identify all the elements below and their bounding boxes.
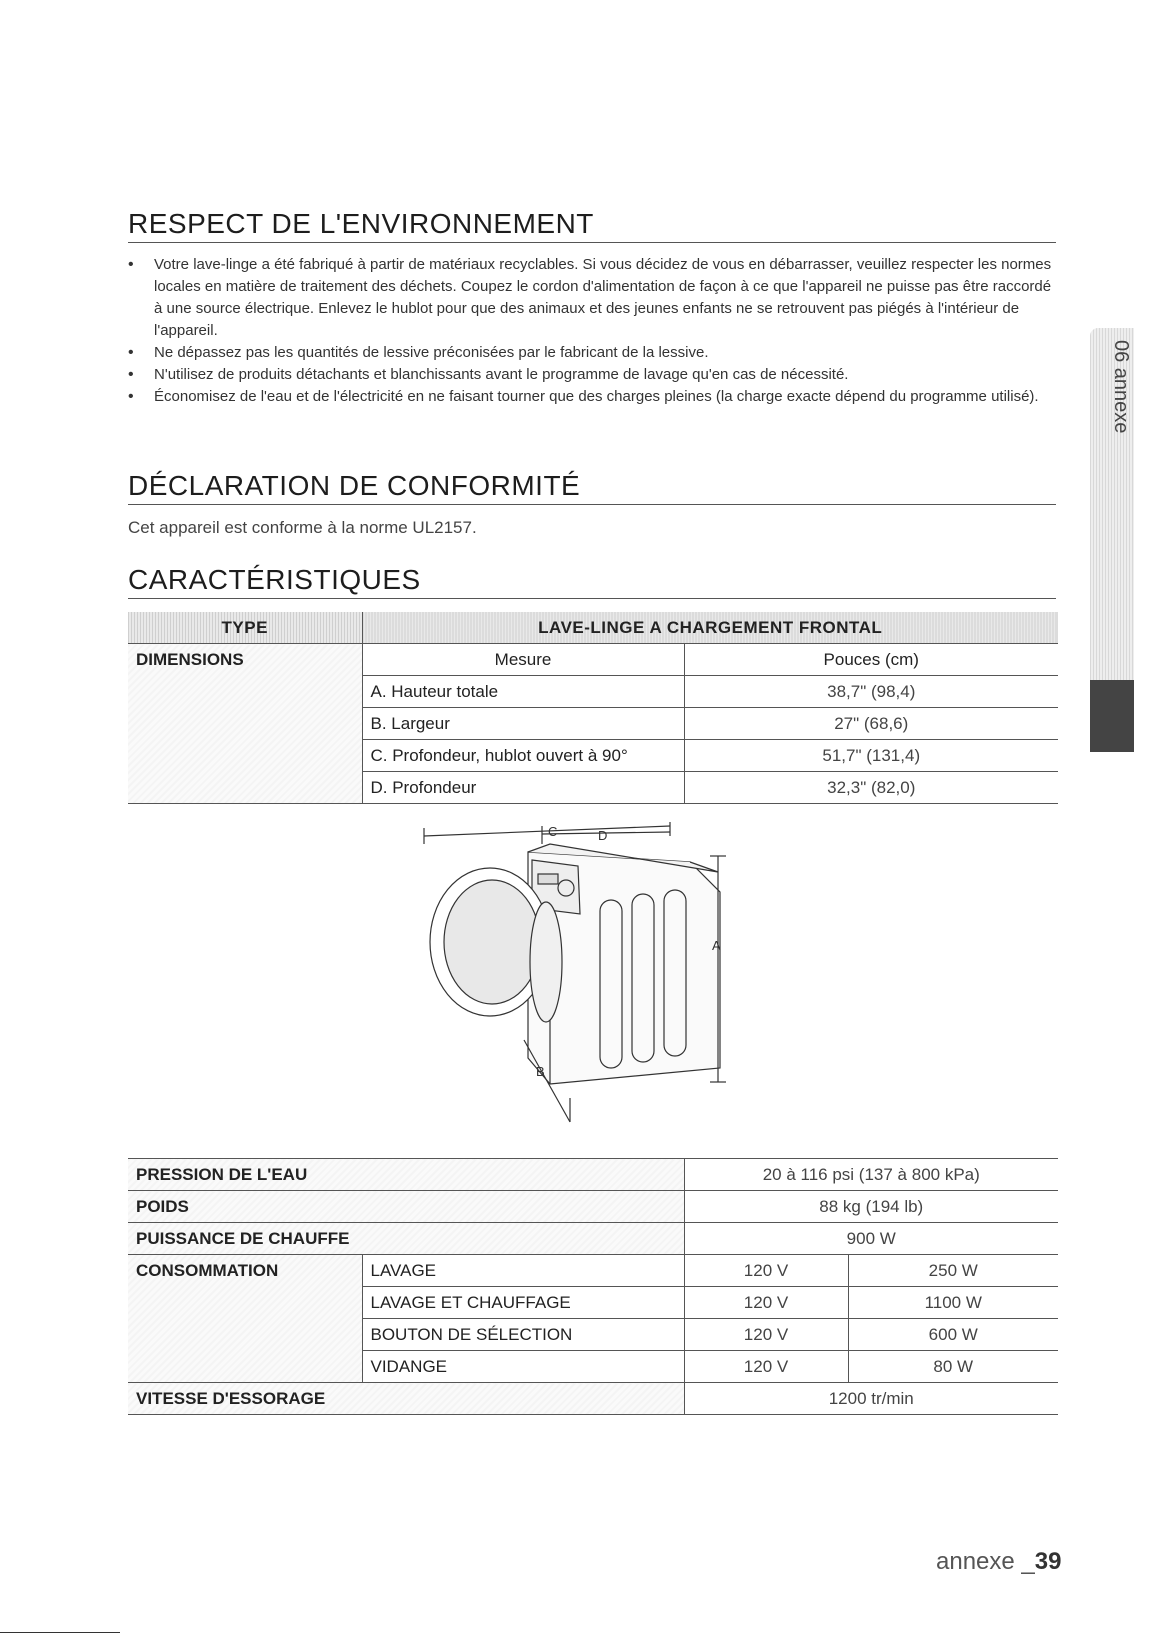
- page-number: 39: [1034, 1548, 1062, 1575]
- dimension-label-b: B: [536, 1064, 545, 1079]
- section-title-environment: RESPECT DE L'ENVIRONNEMENT: [128, 208, 1056, 243]
- door-glass: [444, 880, 540, 1004]
- dimension-label-a: A: [712, 938, 721, 953]
- dimension-label-c: C: [548, 824, 558, 839]
- footer-rule: [0, 1632, 120, 1633]
- type-label: TYPE: [128, 612, 362, 644]
- consumption-mode: LAVAGE ET CHAUFFAGE: [362, 1287, 684, 1319]
- chapter-side-tab-marker: [1090, 680, 1134, 752]
- table-row: [128, 1223, 1058, 1255]
- measure-name: A. Hauteur totale: [362, 676, 684, 708]
- heater-power-value: 900 W: [684, 1223, 1058, 1255]
- consumption-mode: LAVAGE: [362, 1255, 684, 1287]
- water-pressure-value: 20 à 116 psi (137 à 800 kPa): [684, 1159, 1058, 1191]
- consumption-voltage: 120 V: [684, 1287, 848, 1319]
- consumption-mode: BOUTON DE SÉLECTION: [362, 1319, 684, 1351]
- washer-dimension-diagram: [420, 822, 750, 1152]
- dimensions-label: DIMENSIONS: [128, 644, 362, 804]
- consumption-label: CONSOMMATION: [128, 1255, 362, 1383]
- environment-bullet: • Ne dépassez pas les quantités de lessive préconisées par le fabricant de la lessive.: [128, 342, 1058, 364]
- column-header-measure: Mesure: [362, 644, 684, 676]
- measure-value: 32,3" (82,0): [684, 772, 1058, 804]
- section-title-declaration: DÉCLARATION DE CONFORMITÉ: [128, 470, 1056, 505]
- table-row: [128, 1255, 1058, 1287]
- column-header-units: Pouces (cm): [684, 644, 1058, 676]
- declaration-text: Cet appareil est conforme à la norme UL2157.: [128, 518, 477, 537]
- measure-name: D. Profondeur: [362, 772, 684, 804]
- drum-opening: [530, 902, 562, 1022]
- specifications-table: [128, 1158, 1058, 1415]
- spin-speed-value: 1200 tr/min: [684, 1383, 1058, 1415]
- heater-power-label: PUISSANCE DE CHAUFFE: [128, 1223, 684, 1255]
- consumption-voltage: 120 V: [684, 1319, 848, 1351]
- table-row: [128, 1383, 1058, 1415]
- weight-label: POIDS: [128, 1191, 684, 1223]
- measure-name: C. Profondeur, hublot ouvert à 90°: [362, 740, 684, 772]
- weight-value: 88 kg (194 lb): [684, 1191, 1058, 1223]
- measure-value: 51,7" (131,4): [684, 740, 1058, 772]
- environment-bullet: • Économisez de l'eau et de l'électricité en ne faisant tourner que des charges pleines (la charge exacte dépend du programme utilisé).: [128, 386, 1058, 408]
- consumption-power: 80 W: [848, 1351, 1058, 1383]
- consumption-mode: VIDANGE: [362, 1351, 684, 1383]
- dimensions-table: [128, 612, 1058, 804]
- chapter-side-tab-label: 06 annexe: [1110, 340, 1132, 434]
- table-row: [128, 1191, 1058, 1223]
- section-title-characteristics: CARACTÉRISTIQUES: [128, 564, 1056, 599]
- consumption-power: 600 W: [848, 1319, 1058, 1351]
- environment-bullet: • N'utilisez de produits détachants et blanchissants avant le programme de lavage qu'en cas de nécessité.: [128, 364, 1058, 386]
- type-value: LAVE-LINGE A CHARGEMENT FRONTAL: [362, 612, 1058, 644]
- footer-section-name: annexe _: [936, 1548, 1035, 1575]
- measure-name: B. Largeur: [362, 708, 684, 740]
- table-row: [128, 1159, 1058, 1191]
- measure-value: 38,7" (98,4): [684, 676, 1058, 708]
- environment-bullet-list: [128, 254, 1058, 408]
- dimension-label-d: D: [598, 828, 608, 843]
- measure-value: 27" (68,6): [684, 708, 1058, 740]
- consumption-power: 1100 W: [848, 1287, 1058, 1319]
- consumption-voltage: 120 V: [684, 1351, 848, 1383]
- environment-bullet: • Votre lave-linge a été fabriqué à partir de matériaux recyclables. Si vous décidez de vous en débarrasser, veuillez respecter les normes locales en matière de traitement des déchets. Coupez le cordon d'alimentation de façon à ce que l'appareil ne puisse pas être raccordé à une source électrique. Enlevez le hublot pour que des animaux et des jeunes enfants ne se retrouvent pas piégés à l'intérieur de l'appareil.: [128, 254, 1058, 342]
- page-footer: [936, 1548, 1061, 1576]
- type-header-row: [128, 612, 1058, 644]
- consumption-voltage: 120 V: [684, 1255, 848, 1287]
- spin-speed-label: VITESSE D'ESSORAGE: [128, 1383, 684, 1415]
- consumption-power: 250 W: [848, 1255, 1058, 1287]
- dimensions-header-row: [128, 644, 1058, 676]
- water-pressure-label: PRESSION DE L'EAU: [128, 1159, 684, 1191]
